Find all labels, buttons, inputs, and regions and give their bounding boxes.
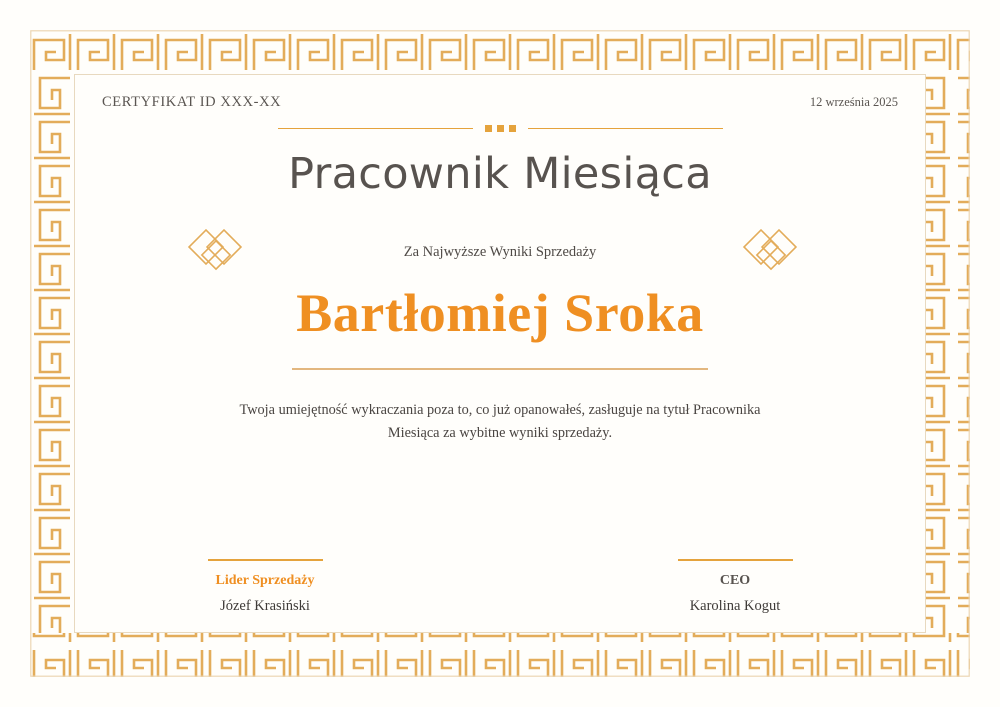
- recipient-name: Bartłomiej Sroka: [296, 283, 704, 343]
- certificate-title: Pracownik Miesiąca: [288, 149, 712, 199]
- certificate-content: [74, 74, 926, 633]
- divider-line-left: [278, 128, 473, 130]
- signature-block-sales-lead: [158, 559, 373, 615]
- divider-squares-icon: [485, 125, 516, 132]
- signature-row: [74, 559, 926, 615]
- signature-name-sales-lead: Józef Krasiński: [220, 597, 310, 614]
- signature-name-ceo: Karolina Kogut: [689, 597, 781, 614]
- signature-line-sales-lead: [208, 559, 323, 561]
- top-divider-ornament: [74, 125, 926, 132]
- signature-role-ceo: CEO: [719, 572, 751, 588]
- signature-block-ceo: [628, 559, 843, 615]
- certificate-id: CERTYFIKAT ID XXX-XX: [102, 94, 282, 110]
- divider-line-right: [528, 128, 723, 130]
- certificate-subtitle: Za Najwyższe Wyniki Sprzedaży: [403, 244, 597, 260]
- certificate-body-text: Twoja umiejętność wykraczania poza to, co już opanowałeś, zasługuje na tytuł Pracownika Miesiąca za wybitne wyniki sprzedaży.: [239, 402, 761, 441]
- recipient-underline: [292, 368, 708, 370]
- certificate-date: 12 września 2025: [809, 95, 898, 109]
- signature-line-ceo: [678, 559, 793, 561]
- signature-role-sales-lead: Lider Sprzedaży: [215, 572, 315, 588]
- certificate-meta-row: [102, 94, 898, 111]
